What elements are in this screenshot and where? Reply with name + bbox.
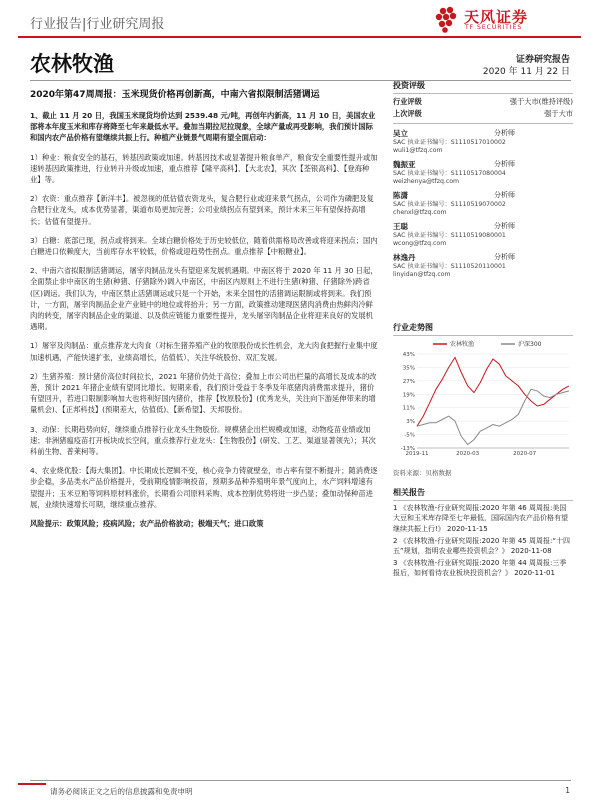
analyst-cert: SAC 执业证书编号：S1110520110001 (393, 263, 506, 270)
y-tick-label: 19% (402, 392, 415, 399)
analyst-card (393, 221, 573, 248)
related-title: 相关报告 (393, 488, 425, 497)
y-tick-label: 43% (402, 352, 415, 358)
analyst-name: 吴立 (393, 129, 408, 138)
report-category-tag: 行业报告|行业研究周报 (30, 17, 165, 32)
footer-accent (18, 783, 46, 785)
footer-rule (30, 780, 571, 781)
logo-text-cn: 天风证券 (464, 8, 529, 26)
report-date: 2020 年 11 月 22 日 (482, 67, 570, 77)
rating-rule (393, 93, 573, 94)
risk-warning: 风险提示：政策风险；疫病风险；农产品价格波动；极端天气；进口政策 (30, 519, 264, 529)
chart-source: 资料来源：贝格数据 (393, 469, 452, 477)
analyst-email[interactable]: wcong@tfzq.com (393, 240, 447, 247)
analyst-name: 陈潇 (393, 191, 408, 200)
analyst-card (393, 159, 573, 186)
analyst-role: 分析师 (494, 160, 515, 168)
analyst-name: 王聪 (393, 222, 408, 231)
related-report-link[interactable]: 1 《农林牧渔-行业研究周报:2020 年第 46 周周报:美国大豆和玉米库存降至七年最低，国际国内农产品价格有望继续共振上行!》 2020-11-15 (393, 504, 568, 533)
analyst-email[interactable]: linyidan@tfzq.com (393, 271, 451, 278)
x-tick-label: 2020-07 (513, 451, 537, 457)
body-paragraph-7: 2）生猪养殖：预计猪价高位时间拉长，2021 年猪价仍处于高位；叠加上市公司出栏量的高增长及成本的改善，预计 2021 年猪企业绩有望同比增长。短期来看，我们预计受益于冬季及年底猪肉消费需求提升，猪价有望回升，若进口限制影响加大也将利好国内猪价，推荐【牧原股份】(优秀龙头，关注向下游延伸带来的增量机会)、【正邦科技】(预期差大，估值低)、【新希望】、天邦股份。 (30, 371, 377, 415)
header-rule (18, 36, 581, 38)
report-headline: 2020年第47周周报：玉米现货价格再创新高，中南六省拟限制活猪调运 (30, 90, 320, 100)
tf-securities-logo (432, 5, 572, 35)
series-line-0 (417, 357, 569, 426)
rating-section (393, 80, 573, 279)
related-report-link[interactable]: 2 《农林牧渔-行业研究周报:2020 年第 45 周周报:“十四五”规划，指明农业哪些投资机会？》 2020-11-08 (393, 536, 570, 556)
rating-row (393, 97, 573, 109)
related-rule (393, 500, 573, 501)
analyst-cert: SAC 执业证书编号：S1110517080004 (393, 170, 506, 177)
rating-key: 行业评级 (393, 97, 422, 106)
series-line-1 (417, 389, 569, 444)
x-tick-label: 2020-03 (456, 451, 480, 457)
legend-label: 农林牧渔 (450, 341, 475, 348)
analyst-card (393, 128, 573, 155)
page-number: 1 (565, 786, 570, 795)
body-paragraph-8: 3、动保：长期趋势向好，继续重点推荐行业龙头生物股份。规模猪企出栏规模或加速，动物疫苗业绩或加速；非洲猪瘟疫苗打开板块成长空间，重点推荐行业龙头：【生物股份】(研发、工艺、渠道显著领先）；其次科前生物、普莱柯等。 (30, 424, 376, 457)
rating-row (393, 109, 573, 121)
body-paragraph-1: 1、截止 11 月 20 日，我国玉米现货均价达到 2539.48 元/吨，再创年内新高，11 月 10 日，美国农业部将本年度玉米和库存将降至七年来最低水平。叠加当期拉尼拉现象，全球产量或再受影响，我们预计国际和国内农产品价格有望继续共振上行。种植产业链景气周期有望全面启动： (30, 111, 376, 143)
rating-key: 上次评级 (393, 109, 422, 118)
analyst-role: 分析师 (494, 222, 515, 230)
rating-value: 强于大市 (544, 109, 573, 118)
industry-trend-chart (393, 336, 573, 464)
analyst-cert: SAC 执业证书编号：S1110519070002 (393, 201, 506, 208)
analyst-role: 分析师 (494, 129, 515, 137)
analyst-role: 分析师 (494, 191, 515, 199)
body-paragraph-3: 2）农资：重点推荐【新洋丰】。被忽视的低估值农资龙头，复合肥行业或迎来景气拐点，公司作为磷肥及复合肥行业龙头，成本优势显著，渠道布局更加完善；公司业绩拐点有望到来，预计未来三年有望保持高增长；估值有望提升。 (30, 194, 374, 226)
chart-title: 行业走势图 (393, 323, 433, 332)
report-type: 证券研究报告 (515, 55, 570, 65)
body-paragraph-9: 4、农业烧优股：【海大集团】。中长期成长逻辑不变，核心竞争力铸就壁垒，市占率有望不断提升；随消费逐步企稳，多品类水产品价格提升，受前期疫情影响投苗，预期多品种养殖明年景气度向上，水产饲料增速有望提升；玉米豆粕等饲料原材料涨价，长期看公司原料采购、成本控制优势将进一步凸显；叠加动保种苗进展，业绩快速增长可期，继续重点推荐。 (30, 466, 378, 509)
analyst-card (393, 190, 573, 217)
y-tick-label: 3% (406, 419, 415, 426)
x-tick-label: 2019-11 (405, 451, 429, 457)
related-report-link[interactable]: 3 《农林牧渔-行业研究周报:2020 年第 44 周周报:三季报后，如何看待农业板块投资机会？》 2020-11-01 (393, 559, 567, 578)
analyst-email[interactable]: weizhenya@tfzq.com (393, 178, 460, 185)
analyst-name: 林逸丹 (393, 253, 416, 262)
analyst-cert: SAC 执业证书编号：S1110519080001 (393, 232, 506, 239)
body-paragraph-6: 1）屠宰及肉制品：重点推荐龙大肉食（对标生猪养殖产业的牧原股份成长性机会，龙大肉食把握行业集中度加速机遇，产能快速扩张，业绩高增长，估值低），关注华统股份、双汇发展。 (30, 341, 378, 362)
main-body (30, 110, 380, 537)
chart-section-header (393, 322, 573, 336)
logo-icon (432, 5, 462, 33)
y-tick-label: 27% (402, 378, 415, 385)
rating-value: 强于大市(维持评级) (509, 97, 573, 106)
logo-text-en: TF SECURITIES (465, 24, 523, 31)
rating-section-title: 投资评级 (393, 81, 425, 90)
y-tick-label: 35% (402, 365, 415, 372)
analyst-email[interactable]: chenxl@tfzq.com (393, 209, 447, 216)
related-reports (393, 488, 573, 581)
body-paragraph-5: 2、中南六省拟限制活猪调运，屠宰肉制品龙头有望迎来发展机遇期。中南区将于 2020 年 11 月 30 日起，全面禁止非中南区的生猪(种猪、仔猪除外)调入中南区，中南区内原则上不进行生猪(种猪、仔猪除外)跨省(区)调运。我们认为，中南区禁止活猪调运或只是一个开始，未来全国性的活猪调运限制或将到来。我们预计，一方面，屠宰肉制品企业产业链中的地位或将抬升；另一方面，政策推动建现医猪肉消费由热鲜肉冷鲜肉的转变，屠宰肉制品企业的渠道、以及供应链能力重要性提升，龙头屠宰肉制品企业将迎来良好的发展机遇期。 (30, 266, 378, 332)
body-paragraph-2: 1）种业：粮食安全的基石，转基因政策或加速。转基因技术或显著提升粮食单产，粮食安全重要性提升或加速转基因政策推进，行业转升升级或加速，重点推荐【隆平高科】、【大北农】，其次【荃银高科】、【登海种业】等。 (30, 152, 378, 185)
y-tick-label: -5% (404, 432, 415, 439)
y-tick-label: -13% (400, 446, 415, 452)
page-title: 农林牧渔 (30, 52, 114, 76)
legend-label: 沪深300 (518, 341, 542, 348)
y-tick-label: 11% (402, 405, 415, 412)
analyst-rule (393, 123, 573, 124)
body-paragraph-4: 3）白糖：底部已现，拐点或将到来。全球白糖价格处于历史较低位，随着供需格局改善或将迎来拐点；国内白糖进口依赖度大，当前库存水平较低，价格或迎趋势性拐点。重点推荐【中粮糖业】。 (30, 235, 378, 257)
analyst-email[interactable]: wuli1@tfzq.com (393, 147, 443, 154)
analyst-card (393, 252, 573, 279)
analyst-role: 分析师 (494, 253, 515, 261)
analyst-name: 魏振亚 (393, 160, 416, 169)
footer-disclaimer: 请务必阅读正文之后的信息披露和免责申明 (50, 787, 193, 796)
analyst-cert: SAC 执业证书编号：S1110517010002 (393, 139, 506, 146)
